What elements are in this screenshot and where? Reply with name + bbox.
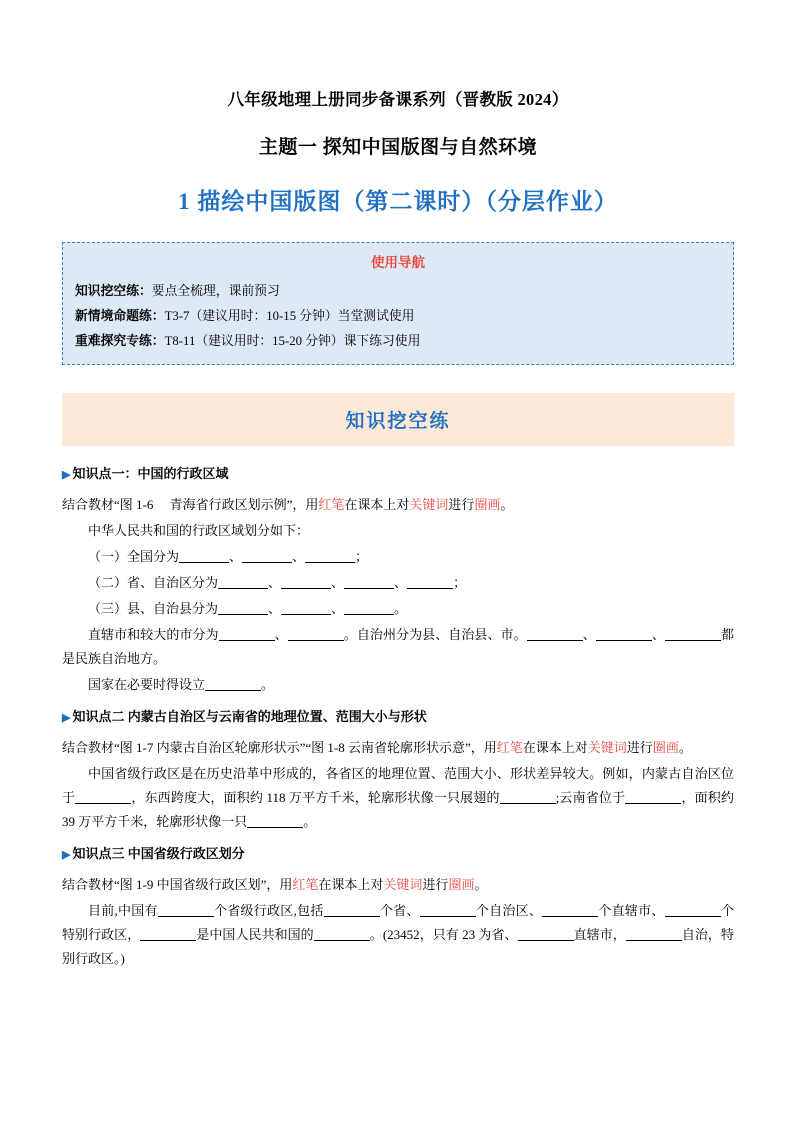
fill-blank[interactable]	[407, 575, 453, 588]
kp3-body-text: 个自治区、	[475, 902, 543, 918]
kp1-line-5-sep: 、	[582, 626, 596, 642]
intro-highlight: 红笔	[318, 496, 345, 512]
usage-guide-line	[75, 279, 721, 304]
usage-guide-text: 要点全梳理，课前预习	[151, 284, 280, 298]
kp2-body-text: ，东西跨度大，面积约 118 万平方千米，轮廓形状像一只展翅的	[131, 789, 500, 805]
intro-text: 。	[500, 496, 514, 512]
knowledge-point-3-title: 知识点三 中国省级行政区划分	[72, 846, 245, 862]
knowledge-point-2-intro	[62, 736, 734, 760]
fill-blank[interactable]	[205, 678, 261, 691]
knowledge-point-2-title: 知识点二 内蒙古自治区与云南省的地理位置、范围大小与形状	[72, 709, 427, 725]
kp1-line-5-end: 都是民族自治地方。	[62, 626, 734, 666]
intro-text: 。	[678, 739, 692, 755]
kp1-line-6	[62, 673, 734, 697]
kp3-body-text: 。(23452，只有 23 为省、	[369, 926, 518, 942]
fill-blank[interactable]	[625, 791, 681, 804]
kp1-line-4-end: 。	[394, 600, 408, 616]
kp1-line-4	[62, 597, 734, 621]
kp1-line-3-sep: 、	[268, 574, 282, 590]
fill-blank[interactable]	[324, 904, 380, 917]
fill-blank[interactable]	[518, 928, 574, 941]
kp1-line-3-sep: 、	[394, 574, 408, 590]
kp1-line-3-sep: 、	[331, 574, 345, 590]
usage-guide-label: 知识挖空练：	[75, 284, 152, 298]
kp1-line-5	[62, 623, 734, 671]
kp1-line-2-sep: 、	[292, 548, 306, 564]
usage-guide-label: 重难探究专练：	[75, 333, 165, 348]
fill-blank[interactable]	[665, 628, 721, 641]
document-content	[62, 86, 734, 973]
intro-highlight: 圈画	[474, 496, 501, 512]
triangle-bullet-icon: ▶	[62, 468, 71, 481]
intro-text: 进行	[626, 739, 653, 755]
fill-blank[interactable]	[527, 628, 583, 641]
intro-text: 结合教材“图 1-7 内蒙古自治区轮廓形状示”“图 1-8 云南省轮廓形状示意”，用	[62, 739, 497, 755]
intro-highlight: 圈画	[652, 739, 679, 755]
kp3-body-text: 直辖市，	[573, 926, 626, 942]
fill-blank[interactable]	[218, 575, 268, 588]
intro-highlight: 红笔	[292, 876, 319, 892]
knowledge-point-3-heading	[62, 844, 734, 865]
fill-blank[interactable]	[665, 904, 721, 917]
usage-guide-text: T3-7（建议用时：10-15 分钟）当堂测试使用	[164, 308, 415, 323]
intro-text: 进行	[448, 496, 475, 512]
intro-text: 进行	[422, 876, 449, 892]
triangle-bullet-icon: ▶	[62, 849, 71, 862]
fill-blank[interactable]	[247, 815, 303, 828]
kp3-body	[62, 899, 734, 971]
kp1-line-5-sep: 、	[274, 626, 288, 642]
kp3-body-text: 个直辖市、	[598, 902, 665, 918]
fill-blank[interactable]	[219, 628, 275, 641]
intro-text: 结合教材“图 1-6 青海省行政区划示例”，用	[62, 496, 319, 512]
usage-guide-box	[62, 242, 734, 365]
intro-highlight: 圈画	[448, 876, 475, 892]
triangle-bullet-icon: ▶	[62, 712, 71, 725]
kp2-body-text: ;云南省位于	[555, 789, 626, 805]
kp1-line-6-end: 。	[261, 676, 275, 692]
fill-blank[interactable]	[242, 549, 292, 562]
kp1-line-1	[62, 519, 734, 543]
kp1-line-4-sep: 、	[331, 600, 345, 616]
kp1-line-3-text: （二）省、自治区分为	[88, 574, 219, 590]
kp3-body-text: 是中国人民共和国的	[196, 926, 314, 942]
intro-text: 结合教材“图 1-9 中国省级行政区划”，用	[62, 876, 293, 892]
intro-text: 在课本上对	[318, 876, 384, 892]
intro-highlight: 关键词	[383, 876, 423, 892]
kp1-line-1-text: 中华人民共和国的行政区域划分如下：	[88, 522, 310, 538]
fill-blank[interactable]	[288, 628, 344, 641]
usage-guide-line	[75, 329, 721, 354]
kp1-line-2-text: （一）全国分为	[88, 548, 180, 564]
kp1-line-6-text: 国家在必要时得设立	[88, 676, 206, 692]
fill-blank[interactable]	[179, 549, 229, 562]
fill-blank[interactable]	[158, 904, 214, 917]
intro-highlight: 关键词	[409, 496, 449, 512]
knowledge-point-1-heading	[62, 464, 734, 485]
knowledge-point-1-intro	[62, 493, 734, 517]
kp3-body-text: 个省级行政区,包括	[213, 902, 324, 918]
knowledge-point-2-heading	[62, 707, 734, 728]
fill-blank[interactable]	[305, 549, 355, 562]
fill-blank[interactable]	[314, 928, 370, 941]
kp2-body-text: 中国省级行政区是在历史沿革中形成的，各省区的地理位置、范围大小、形状差异较大。例如，内蒙古自治区位于	[62, 765, 734, 805]
kp1-line-2-end: ；	[355, 548, 369, 564]
intro-highlight: 关键词	[587, 739, 627, 755]
section-banner-label: 知识挖空练	[345, 410, 451, 432]
fill-blank[interactable]	[344, 602, 394, 615]
fill-blank[interactable]	[281, 575, 331, 588]
usage-guide-text: T8-11（建议用时：15-20 分钟）课下练习使用	[164, 333, 421, 348]
fill-blank[interactable]	[281, 602, 331, 615]
knowledge-point-3-intro	[62, 873, 734, 897]
fill-blank[interactable]	[140, 928, 196, 941]
fill-blank[interactable]	[75, 791, 131, 804]
intro-text: 在课本上对	[344, 496, 410, 512]
kp2-body	[62, 762, 734, 834]
fill-blank[interactable]	[500, 791, 556, 804]
fill-blank[interactable]	[420, 904, 476, 917]
kp3-body-end: 自治，特别行政区。)	[62, 926, 734, 966]
kp2-body-end: 。	[303, 813, 317, 829]
intro-text: 。	[474, 876, 488, 892]
intro-text: 在课本上对	[522, 739, 588, 755]
kp1-line-2	[62, 545, 734, 569]
kp1-line-4-sep: 、	[268, 600, 282, 616]
fill-blank[interactable]	[596, 628, 652, 641]
kp3-body-text: 目前,中国有	[88, 902, 158, 918]
usage-guide-title: 使用导航	[371, 255, 425, 270]
kp1-line-5-text: 。自治州分为县、自治县、市。	[343, 626, 527, 642]
intro-highlight: 红笔	[496, 739, 523, 755]
usage-guide-label: 新情境命题练：	[75, 308, 165, 323]
kp1-line-4-text: （三）县、自治县分为	[88, 600, 219, 616]
lesson-title: 1 描绘中国版图（第二课时）（分层作业）	[178, 189, 618, 214]
kp1-line-3-end: ；	[453, 574, 467, 590]
kp1-line-5-text: 直辖市和较大的市分为	[88, 626, 219, 642]
knowledge-point-1-title: 知识点一：中国的行政区域	[72, 465, 229, 481]
kp3-body-text: 个特别行政区，	[62, 902, 734, 942]
kp2-body-text: ，面积约 39 万平方千米，轮廓形状像一只	[62, 789, 734, 829]
kp1-line-3	[62, 571, 734, 595]
fill-blank[interactable]	[344, 575, 394, 588]
kp1-line-2-sep: 、	[229, 548, 243, 564]
kp3-body-text: 个省、	[379, 902, 420, 918]
theme-title: 主题一 探知中国版图与自然环境	[258, 137, 538, 158]
kp1-line-5-sep: 、	[651, 626, 665, 642]
section-banner	[62, 393, 734, 446]
fill-blank[interactable]	[542, 904, 598, 917]
usage-guide-line	[75, 304, 721, 329]
series-title: 八年级地理上册同步备课系列（晋教版 2024）	[227, 90, 569, 109]
fill-blank[interactable]	[626, 928, 682, 941]
fill-blank[interactable]	[218, 602, 268, 615]
